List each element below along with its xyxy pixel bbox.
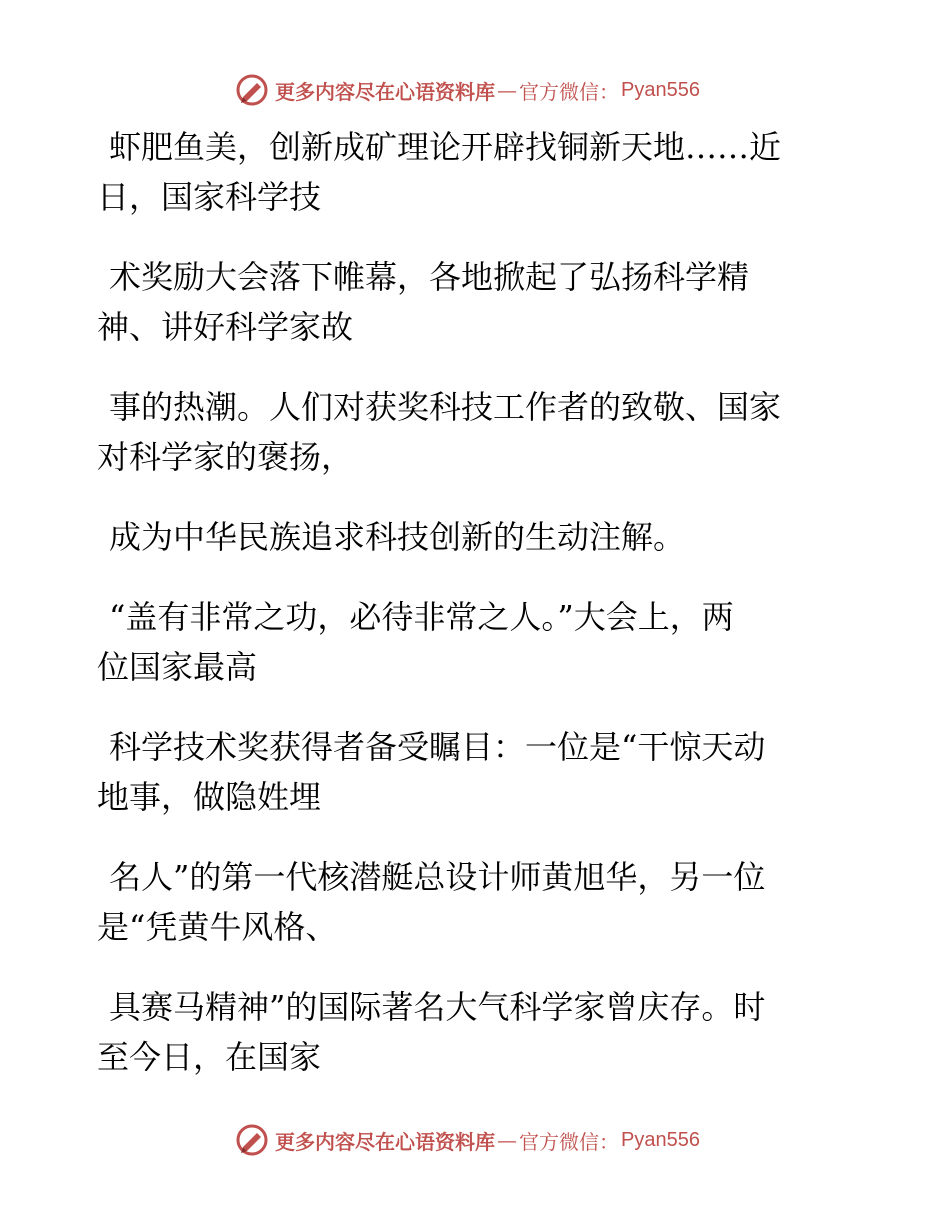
paragraph-line: 地事，做隐姓埋 [97, 778, 322, 816]
paragraph-line: 科学技术奖获得者备受瞩目：一位是“干惊天动 [109, 728, 766, 766]
paragraph [97, 722, 837, 822]
paragraph [97, 382, 837, 482]
paragraph-line: 位国家最高 [97, 648, 258, 686]
paragraph-line: 是“凭黄牛风格、 [97, 908, 338, 946]
paragraph [97, 252, 837, 352]
paragraph [97, 982, 837, 1082]
footer-separator: — [497, 1128, 517, 1152]
header-separator: — [497, 78, 517, 102]
paragraph-line: “盖有非常之功，必待非常之人。”大会上，两 [109, 598, 734, 636]
footer-wechat-label: 官方微信： [519, 1129, 619, 1154]
paragraph-line: 至今日，在国家 [97, 1038, 322, 1076]
paragraph-line: 名人”的第一代核潜艇总设计师黄旭华，另一位 [109, 858, 766, 896]
header-watermark [235, 70, 755, 110]
paragraph [97, 512, 837, 562]
pen-logo-icon [235, 73, 269, 107]
footer-wechat-id: Pyan556 [621, 1128, 700, 1151]
paragraph-line: 对科学家的褒扬， [97, 438, 354, 476]
pen-logo-icon [235, 1123, 269, 1157]
paragraph [97, 852, 837, 952]
header-brand-text: 更多内容尽在心语资料库 [275, 79, 495, 104]
paragraph-line: 日，国家科学技 [97, 178, 322, 216]
paragraph-line: 神、讲好科学家故 [97, 308, 354, 346]
paragraph [97, 592, 837, 692]
paragraph-line: 成为中华民族追求科技创新的生动注解。 [109, 518, 686, 556]
paragraph-line: 虾肥鱼美，创新成矿理论开辟找铜新天地……近 [109, 128, 782, 166]
paragraph-line: 术奖励大会落下帷幕，各地掀起了弘扬科学精 [109, 258, 750, 296]
footer-brand-text: 更多内容尽在心语资料库 [275, 1129, 495, 1154]
header-wechat-id: Pyan556 [621, 78, 700, 101]
paragraph-line: 事的热潮。人们对获奖科技工作者的致敬、国家 [109, 388, 782, 426]
paragraph-line: 具赛马精神”的国际著名大气科学家曾庆存。时 [109, 988, 766, 1026]
paragraph [97, 122, 837, 222]
document-body [97, 122, 837, 1112]
header-wechat-label: 官方微信： [519, 79, 619, 104]
footer-watermark [235, 1120, 755, 1160]
